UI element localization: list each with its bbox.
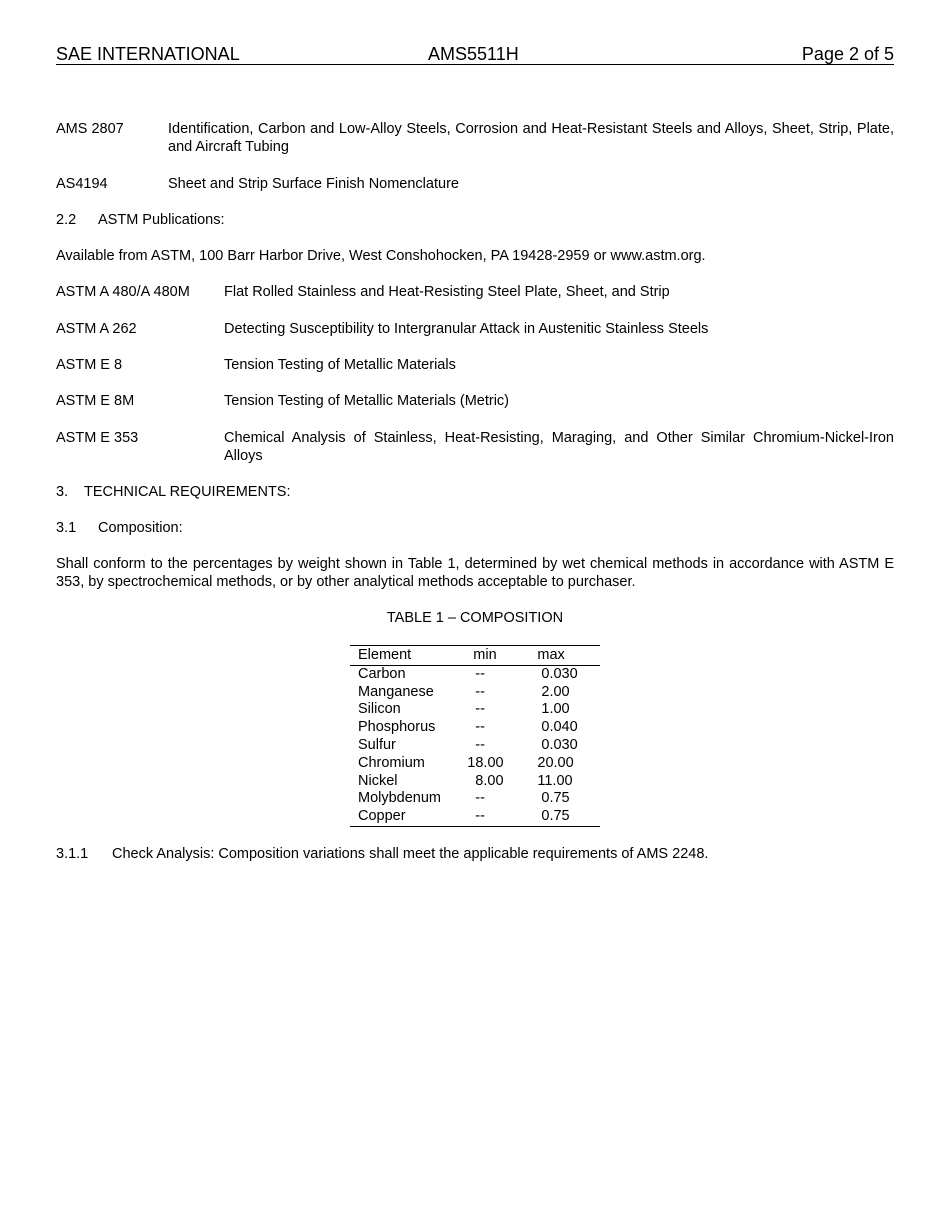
min-value: -- (461, 808, 527, 826)
reference-code: ASTM E 8 (56, 357, 123, 373)
section-heading-3 (56, 484, 291, 502)
min-value: -- (475, 683, 485, 700)
reference-ams-2807 (56, 121, 894, 157)
check-analysis-text: Check Analysis: Composition variations shall meet the applicable requirements of AMS 2248. (112, 846, 709, 862)
max-value: 0.75 (541, 790, 570, 807)
column-header-min: min (461, 646, 527, 666)
section-heading-3-1 (56, 520, 183, 538)
reference-title: Chemical Analysis of Stainless, Heat-Resisting, Maraging, and Other Similar Chromium-Nickel-Iron Alloys (224, 430, 894, 464)
table-row (350, 755, 600, 773)
max-value: 20.00 (537, 754, 574, 771)
column-header-max: max (527, 646, 600, 666)
max-value: 2.00 (541, 683, 570, 700)
section-number: 3.1.1 (56, 846, 89, 862)
reference-code: ASTM E 353 (56, 430, 139, 446)
max-value: 0.030 (541, 665, 578, 682)
max-value: 11.00 (537, 772, 573, 789)
reference-astm-e8m (56, 393, 894, 411)
max-value: 1.00 (541, 701, 570, 718)
element-name: Sulfur (358, 736, 396, 753)
min-value: -- (475, 719, 485, 736)
element-name: Nickel (358, 772, 398, 789)
section-number: 3. (56, 484, 69, 500)
min-value: 18.00 (467, 754, 504, 771)
element-name: Phosphorus (358, 719, 436, 736)
reference-astm-e8 (56, 357, 894, 375)
page-header (56, 44, 894, 65)
reference-title: Tension Testing of Metallic Materials (224, 357, 456, 373)
header-document-number: AMS5511H (428, 44, 519, 64)
reference-title: Identification, Carbon and Low-Alloy Steels, Corrosion and Heat-Resistant Steels and Alloys, Sheet, Strip, Plate, and Aircraft Tubing (168, 121, 894, 155)
reference-code: AMS 2807 (56, 121, 124, 137)
section-title: Composition: (98, 520, 183, 536)
table-row (350, 773, 600, 791)
reference-code: ASTM A 262 (56, 321, 137, 337)
table-row (350, 665, 600, 683)
reference-astm-a262 (56, 321, 894, 339)
max-value: 0.040 (541, 719, 578, 736)
table-row (350, 808, 600, 826)
element-name: Silicon (358, 701, 401, 718)
min-value: 8.00 (475, 772, 504, 789)
element-name: Manganese (358, 683, 434, 700)
element-name: Copper (350, 808, 461, 826)
composition-paragraph: Shall conform to the percentages by weight shown in Table 1, determined by wet chemical methods in accordance with ASTM E 353, by spectrochemical methods, or by other analytical methods acceptable to purchaser. (56, 556, 894, 590)
reference-code: ASTM E 8M (56, 393, 135, 409)
reference-astm-a480 (56, 284, 894, 302)
reference-title: Tension Testing of Metallic Materials (Metric) (224, 393, 509, 409)
table-row (350, 719, 600, 737)
max-value: 0.75 (527, 808, 600, 826)
section-heading-2-2 (56, 212, 225, 230)
reference-title: Sheet and Strip Surface Finish Nomenclature (168, 176, 459, 192)
table-title: TABLE 1 – COMPOSITION (386, 610, 564, 626)
table-header-row (350, 646, 600, 666)
reference-as4194 (56, 176, 894, 194)
reference-code: ASTM A 480/A 480M (56, 284, 190, 300)
reference-title: Detecting Susceptibility to Intergranular Attack in Austenitic Stainless Steels (224, 321, 709, 337)
element-name: Chromium (358, 754, 425, 771)
section-3-1-1 (56, 846, 708, 864)
reference-title: Flat Rolled Stainless and Heat-Resisting Steel Plate, Sheet, and Strip (224, 284, 670, 300)
element-name: Carbon (358, 665, 406, 682)
min-value: -- (475, 665, 485, 682)
table-row (350, 684, 600, 702)
min-value: -- (475, 701, 485, 718)
section-number: 3.1 (56, 520, 77, 536)
element-name: Molybdenum (358, 790, 442, 807)
reference-code: AS4194 (56, 176, 108, 192)
min-value: -- (475, 790, 485, 807)
column-header-element: Element (350, 646, 461, 666)
section-title: TECHNICAL REQUIREMENTS: (84, 484, 291, 500)
table-row (350, 701, 600, 719)
section-title: ASTM Publications: (98, 212, 225, 228)
header-organization: SAE INTERNATIONAL (56, 44, 240, 64)
max-value: 0.030 (541, 736, 578, 753)
table-row (350, 737, 600, 755)
astm-availability: Available from ASTM, 100 Barr Harbor Drive, West Conshohocken, PA 19428-2959 or www.astm.org. (56, 248, 706, 264)
header-page-number: Page 2 of 5 (801, 44, 894, 64)
composition-table (350, 645, 600, 827)
min-value: -- (475, 736, 485, 753)
reference-astm-e353 (56, 430, 894, 466)
table-row (350, 790, 600, 808)
section-number: 2.2 (56, 212, 77, 228)
